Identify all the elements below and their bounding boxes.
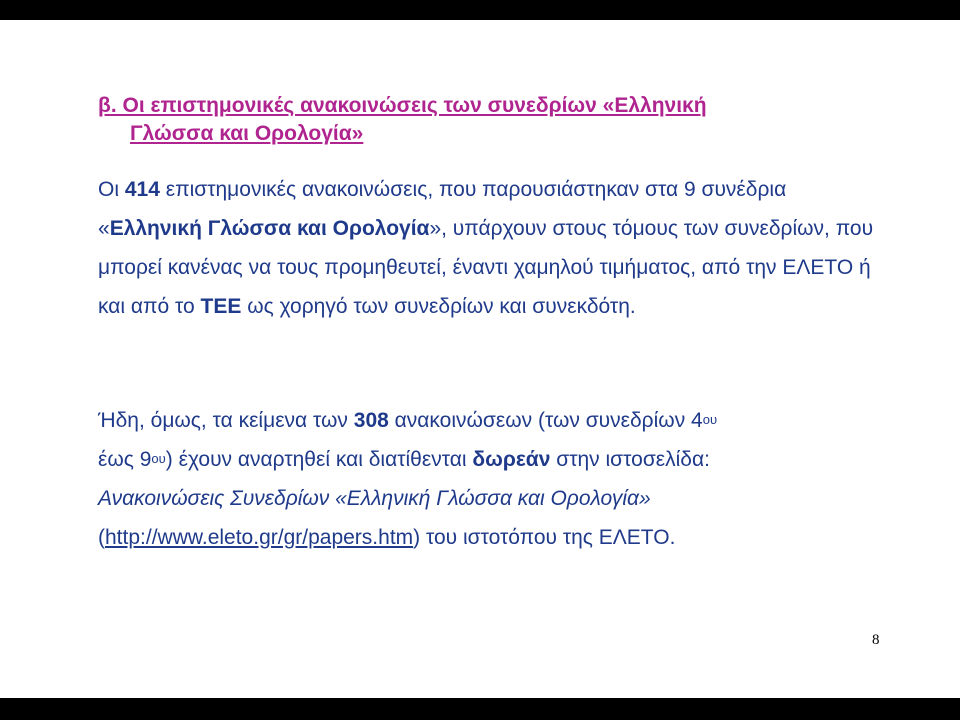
p1-org: ΤΕΕ [200, 295, 242, 318]
p2-superscript-1: ου [702, 412, 718, 427]
p2-text-5: στην ιστοσελίδα: [550, 448, 710, 471]
p2-text-6: ) του ιστοτόπου της ΕΛΕΤΟ. [413, 526, 676, 549]
p2-text-2: ανακοινώσεων (των συνεδρίων 4 [388, 409, 703, 432]
heading-line-2: Γλώσσα και Ορολογία» [130, 122, 364, 145]
p1-text-1: Οι [98, 178, 125, 201]
p2-free: δωρεάν [472, 448, 551, 471]
p2-italic-title: Ανακοινώσεις Συνεδρίων «Ελληνική Γλώσσα και Ορολογία» [98, 487, 651, 510]
p2-text-4: ) έχουν αναρτηθεί και διατίθενται [165, 448, 473, 471]
p2-superscript-2: ου [151, 451, 166, 466]
paragraph-2 [98, 401, 878, 557]
paragraph-1 [98, 170, 878, 326]
p1-text-2: επιστημονικές ανακοινώσεις, που παρουσιάστηκαν στα 9 συνέδρια « [98, 178, 787, 240]
p1-text-4: ως χορηγό των συνεδρίων και συνεκδότη. [241, 295, 636, 318]
p2-count: 308 [353, 409, 389, 432]
slide [0, 20, 960, 698]
p2-text-3: έως 9 [98, 448, 152, 471]
section-heading [98, 92, 858, 148]
heading-line-1: β. Οι επιστημονικές ανακοινώσεις των συνεδρίων «Ελληνική [98, 94, 707, 117]
p2-paren-open: ( [98, 526, 105, 549]
p2-text-1: Ήδη, όμως, τα κείμενα των [98, 409, 354, 432]
page-number: 8 [872, 632, 880, 648]
p1-count: 414 [124, 178, 160, 201]
p1-text-3: », υπάρχουν στους τόμους των συνεδρίων, που μπορεί κανένας να τους προμηθευτεί, έναντι χαμηλού τιμήματος, από την ΕΛΕΤΟ ή και από το [98, 217, 874, 318]
papers-link[interactable]: http://www.eleto.gr/gr/papers.htm [105, 526, 414, 549]
p1-conference-name: Ελληνική Γλώσσα και Ορολογία [109, 217, 430, 240]
